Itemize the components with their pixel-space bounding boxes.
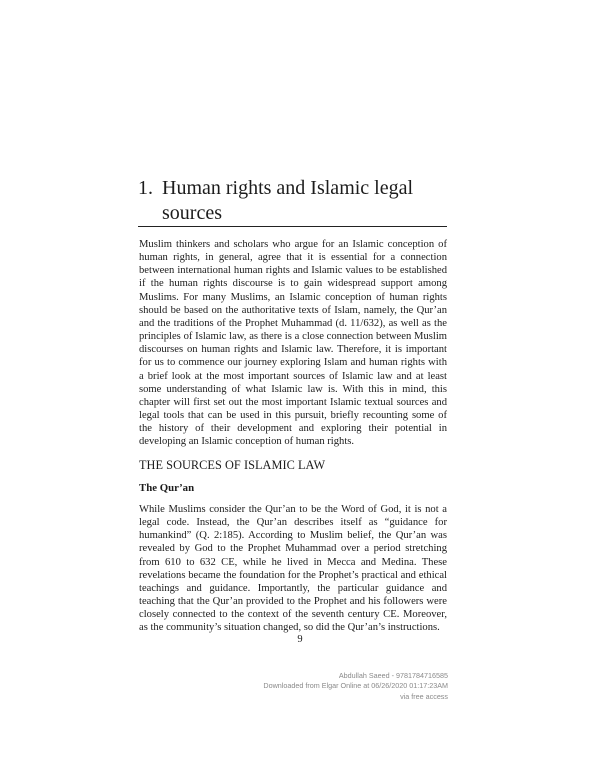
quran-paragraph: While Muslims consider the Qur’an to be the Word of God, it is not a legal code. Instead, the Qur’an describes itself as “guidance for humankind” (Q. 2:185). According to Muslim belief, the Qur’an was revealed by God to the Prophet Muhammad over a period stretching from 610 to 632 CE, while he lived in Mecca and Medina. These revelations became the foundation for the Prophet’s practical and ethical teachings and guidance. Importantly, the particular guidance and teaching that the Qur’an provided to the Prophet and his followers were closely connected to the context of the seventh century CE. Moreover, as the community’s situation changed, so did the Qur’an’s instructions.: [139, 504, 447, 634]
download-footer: [263, 671, 448, 702]
footer-access-note: via free access: [400, 691, 448, 701]
footer-download-info: Downloaded from Elgar Online at 06/26/2020 01:17:23AM: [263, 681, 448, 691]
footer-author-isbn: Abdullah Saeed - 9781784716585: [338, 671, 448, 680]
intro-paragraph: Muslim thinkers and scholars who argue for an Islamic conception of human rights, in general, agree that it is essential for a connection between international human rights and Islamic values to be established if the human rights discourse is to gain widespread support among Muslims. For many Muslims, an Islamic conception of human rights should be based on the authoritative texts of Islam, namely, the Qur’an and the traditions of the Prophet Muhammad (d. 11/632), as well as the principles of Islamic law, as there is a close connection between Muslim discourses on human rights and Islamic law. Therefore, it is important for us to commence our journey exploring Islam and human rights with a brief look at the most important sources of Islamic law and at least some understanding of what Islamic law is. With this in mind, this chapter will first set out the most important Islamic textual sources and legal tools that can be used in this pursuit, briefly recounting some of the history of their development and exploring their potential in developing an Islamic conception of human rights.: [139, 239, 447, 448]
page-number: 9: [297, 634, 303, 645]
chapter-heading: [138, 176, 448, 226]
chapter-number: 1.: [138, 177, 153, 199]
subsection-heading: The Qur’an: [139, 482, 195, 494]
section-heading: THE SOURCES OF ISLAMIC LAW: [139, 458, 326, 472]
chapter-title: Human rights and Islamic legal sources: [162, 177, 414, 224]
heading-rule: [138, 226, 447, 227]
